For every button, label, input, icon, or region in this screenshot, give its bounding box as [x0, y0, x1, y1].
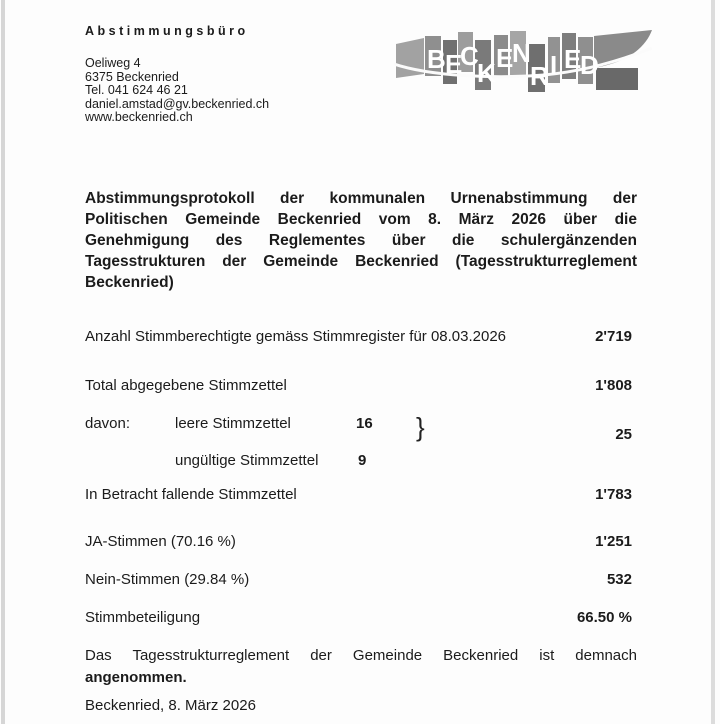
scan-edge-left [1, 0, 5, 724]
address-phone: Tel. 041 624 46 21 [85, 83, 188, 97]
empty-ballots-value: 16 [356, 415, 373, 432]
logo-letter-e1: E [445, 49, 463, 79]
row-eligible-voters [85, 328, 632, 345]
logo-letter-i: I [550, 50, 558, 80]
empty-ballots-label: leere Stimmzettel [175, 415, 291, 432]
eligible-voters-value: 2'719 [595, 328, 632, 345]
document-title [85, 188, 637, 293]
letterhead-address [85, 57, 269, 125]
total-ballots-label: Total abgegebene Stimmzettel [85, 377, 287, 394]
valid-ballots-label: In Betracht fallende Stimmzettel [85, 486, 297, 503]
beckenried-logo-graphic [394, 24, 652, 102]
logo-letter-c: C [460, 41, 479, 71]
no-votes-value: 532 [606, 571, 632, 588]
davon-brace: } [416, 412, 425, 442]
logo-letter-e2: E [496, 43, 514, 73]
address-street: Oeliweg 4 [85, 56, 141, 70]
result-line-regular: Das Tagesstrukturreglement der Gemeinde Beckenried ist demnach [85, 647, 637, 664]
row-total-ballots [85, 377, 632, 394]
logo-letter-b: B [427, 44, 446, 74]
invalid-ballots-value: 9 [358, 452, 367, 469]
result-statement [85, 645, 637, 688]
valid-ballots-value: 1'783 [595, 486, 632, 503]
logo-letter-n: N [512, 38, 531, 68]
turnout-label: Stimmbeteiligung [85, 609, 201, 626]
turnout-value: 66.50 % [576, 609, 632, 626]
invalid-ballots-label: ungültige Stimmzettel [175, 452, 319, 469]
address-email: daniel.amstad@gv.beckenried.ch [85, 96, 270, 111]
row-turnout [85, 609, 632, 626]
address-city: 6375 Beckenried [85, 69, 179, 84]
title-line-5: Beckenried) [85, 274, 174, 291]
row-valid-ballots [85, 486, 632, 503]
yes-votes-label: JA-Stimmen (70.16 %) [85, 533, 236, 550]
title-line-3: Genehmigung des Reglementes über die schulergänzenden [85, 232, 637, 249]
letterhead-office-name: Abstimmungsbüro [85, 24, 249, 38]
place-and-date: Beckenried, 8. März 2026 [85, 697, 256, 714]
logo-letter-k: K [477, 58, 496, 88]
logo-letter-e3: E [564, 44, 582, 74]
row-no-votes [85, 571, 632, 588]
title-line-4: Tagesstrukturen der Gemeinde Beckenried (Tagesstrukturreglement [85, 253, 637, 270]
total-ballots-value: 1'808 [595, 377, 632, 394]
logo-letter-r: R [530, 61, 549, 91]
davon-prefix: davon: [85, 415, 131, 432]
scan-edge-right [711, 0, 715, 724]
row-yes-votes [85, 533, 632, 550]
address-website: www.beckenried.ch [85, 110, 193, 124]
title-line-2: Politischen Gemeinde Beckenried vom 8. März 2026 über die [85, 211, 637, 228]
result-line-bold: angenommen. [85, 668, 187, 686]
eligible-voters-label: Anzahl Stimmberechtigte gemäss Stimmregister für 08.03.2026 [85, 328, 507, 345]
logo-letter-d: D [580, 50, 599, 80]
davon-subtotal-value: 25 [615, 426, 632, 443]
beckenried-logo [394, 24, 652, 107]
no-votes-label: Nein-Stimmen (29.84 %) [85, 571, 250, 588]
yes-votes-value: 1'251 [595, 533, 632, 550]
title-line-1: Abstimmungsprotokoll der kommunalen Urnenabstimmung der [85, 190, 637, 207]
